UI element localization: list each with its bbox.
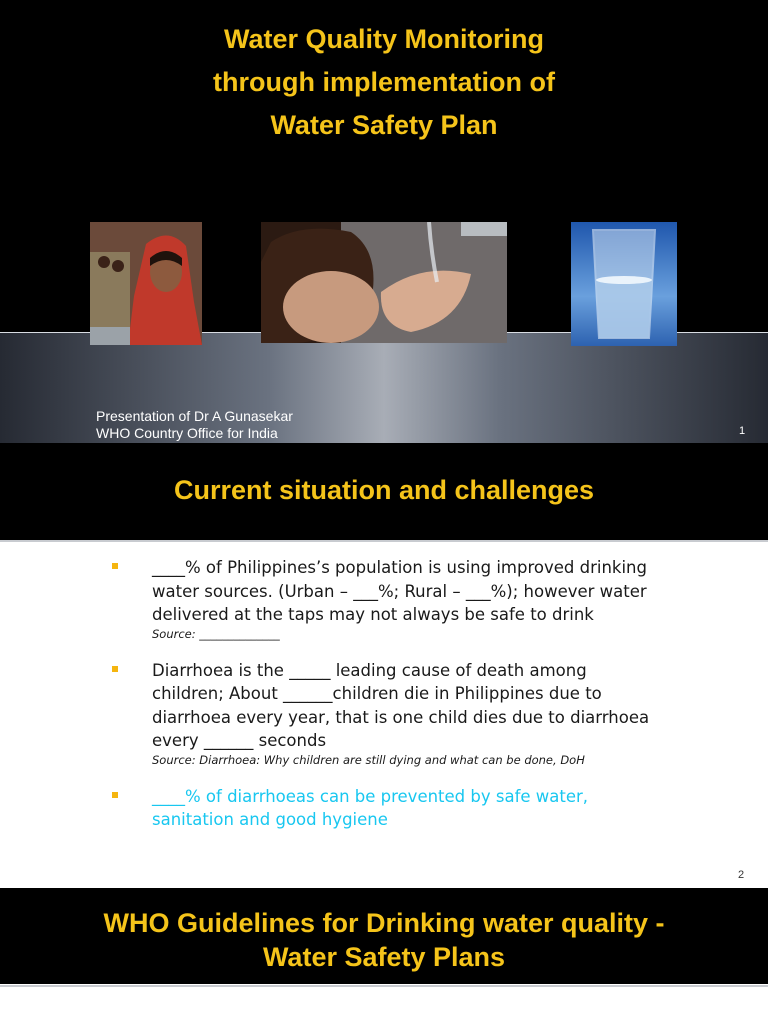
- photo-child-drinking: [261, 222, 507, 343]
- bullet-marker: [112, 666, 118, 672]
- bullet-line: ____% of diarrhoeas can be prevented by safe water,: [152, 786, 589, 806]
- slide-3-title-line: WHO Guidelines for Drinking water quality -: [103, 908, 665, 938]
- photo-women-queue: [90, 222, 202, 345]
- slide-1: [0, 0, 768, 443]
- bullet-line: children; About ______children die in Philippines due to: [152, 684, 602, 703]
- photo-glass-of-water: [571, 222, 677, 346]
- slide-3-title: [0, 906, 768, 974]
- bullet-item: [110, 556, 670, 641]
- slide-3-title-line: Water Safety Plans: [262, 942, 506, 972]
- slide-1-footer: [96, 408, 293, 442]
- bullet-line: Diarrhoea is the _____ leading cause of death among: [152, 660, 587, 680]
- page-number: 2: [738, 869, 745, 881]
- slide-2-divider: [0, 540, 768, 542]
- bullet-line: diarrhoea every year, that is one child dies due to diarrhoea: [152, 707, 650, 727]
- slide-1-title: [0, 18, 768, 147]
- bullet-text: [152, 659, 670, 753]
- page-number: 1: [739, 425, 746, 437]
- bullet-line: ____% of Philippines’s population is using improved drinking: [152, 558, 647, 577]
- bullet-line: sanitation and good hygiene: [152, 810, 388, 829]
- bullet-text: [152, 785, 670, 832]
- slide-2-title: Current situation and challenges: [173, 475, 595, 505]
- bullet-line: water sources. (Urban – ___%; Rural – ___%); however water: [152, 581, 647, 601]
- bullet-source: Source: ______________: [152, 626, 280, 641]
- bullet-marker: [112, 792, 118, 798]
- presenter-name: Presentation of Dr A Gunasekar: [96, 408, 293, 424]
- bullet-line: delivered at the taps may not always be safe to drink: [152, 605, 594, 624]
- slide-1-title-line: through implementation of: [213, 67, 555, 97]
- slide-3-divider: [0, 985, 768, 987]
- bullet-line: every ______ seconds: [152, 731, 327, 750]
- bullet-text: [152, 556, 670, 627]
- slide-1-title-line: Water Quality Monitoring: [224, 24, 544, 54]
- bullet-item: [110, 659, 670, 767]
- bullet-marker: [112, 563, 118, 569]
- bullet-source: Source: Diarrhoea: Why children are still dying and what can be done, DoH: [152, 752, 585, 767]
- bullet-item-highlight: [110, 785, 670, 832]
- organization-name: WHO Country Office for India: [96, 425, 278, 441]
- slide-1-title-line: Water Safety Plan: [270, 110, 498, 140]
- bullet-list: [110, 556, 670, 850]
